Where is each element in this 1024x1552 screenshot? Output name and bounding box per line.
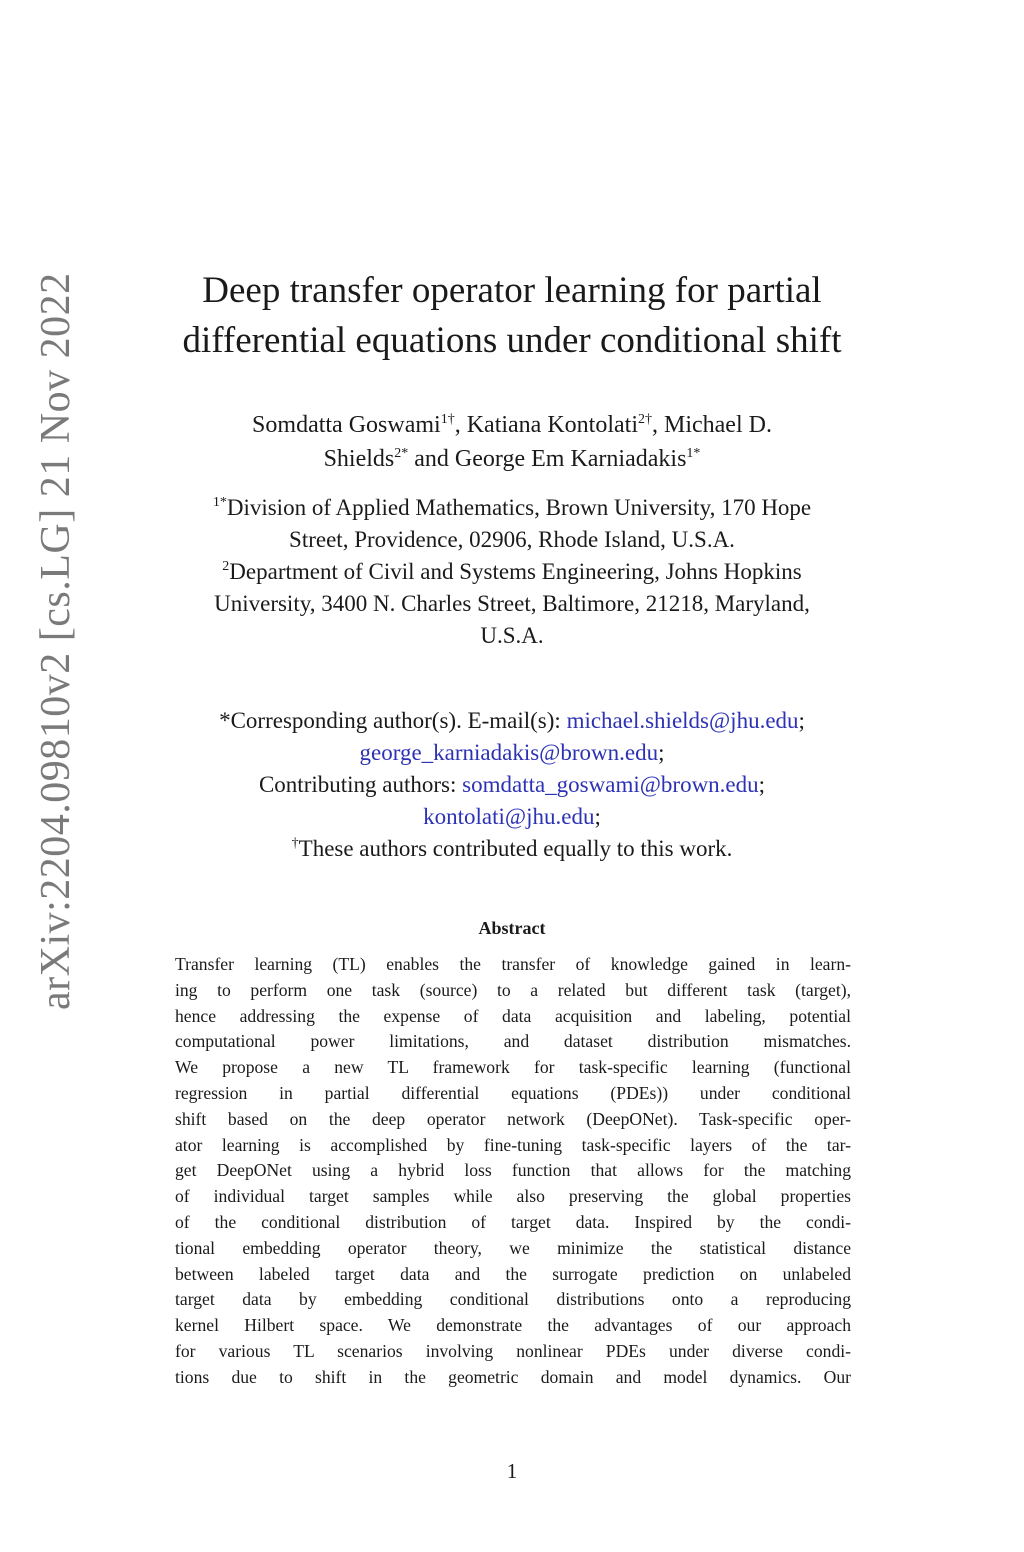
affiliation-1 <box>130 492 894 556</box>
author-karniadakis: George Em Karniadakis <box>454 446 687 472</box>
author-kontolati: , Katiana Kontolati <box>454 412 638 438</box>
title-line-2: differential equations under conditional shift <box>182 320 842 361</box>
affiliation-2-mark: 2 <box>222 559 230 574</box>
abstract-heading: Abstract <box>478 918 546 938</box>
email-link-goswami[interactable]: somdatta_goswami@brown.edu <box>462 772 759 797</box>
abstract-line: get DeepONet using a hybrid loss function that allows for the matching <box>175 1160 851 1181</box>
email-separator: ; <box>758 772 766 797</box>
author-goswami: Somdatta Goswami <box>252 412 441 438</box>
author-shields-part1: , Michael D. <box>651 412 772 438</box>
email-link-karniadakis[interactable]: george_karniadakis@brown.edu <box>359 740 659 765</box>
author-karniadakis-affil-mark: 1* <box>686 446 701 461</box>
abstract-line: We propose a new TL framework for task-specific learning (functional <box>175 1057 851 1078</box>
affiliation-1-line-2: Street, Providence, 02906, Rhode Island, U.S.A. <box>289 527 735 552</box>
affiliation-2 <box>130 556 894 652</box>
contributing-prefix: Contributing authors: <box>258 772 463 797</box>
paper-title <box>120 266 904 366</box>
corresponding-prefix: *Corresponding author(s). E-mail(s): <box>219 708 567 733</box>
equal-contribution-dagger: † <box>291 836 299 851</box>
arxiv-identifier-stamp: arXiv:2204.09810v2 [cs.LG] 21 Nov 2022 <box>33 272 79 1010</box>
abstract-line: hence addressing the expense of data acquisition and labeling, potential <box>175 1005 851 1026</box>
email-separator: ; <box>798 708 805 733</box>
affiliation-1-line-1: Division of Applied Mathematics, Brown University, 170 Hope <box>226 495 812 520</box>
title-line-1: Deep transfer operator learning for partial <box>202 270 822 311</box>
author-goswami-affil-mark: 1† <box>440 412 455 427</box>
author-list <box>140 408 884 476</box>
author-kontolati-affil-mark: 2† <box>637 412 652 427</box>
abstract-line: shift based on the deep operator network (DeepONet). Task-specific oper- <box>175 1108 851 1129</box>
affiliation-1-mark: 1* <box>212 495 227 510</box>
affiliation-2-line-1: Department of Civil and Systems Engineering, Johns Hopkins <box>229 559 802 584</box>
abstract-line: Transfer learning (TL) enables the transfer of knowledge gained in learn- <box>175 954 851 974</box>
page-number: 1 <box>506 1459 518 1483</box>
abstract-body <box>175 952 851 1391</box>
email-separator: ; <box>594 804 601 829</box>
author-and: and <box>408 446 455 472</box>
abstract-line: kernel Hilbert space. We demonstrate the advantages of our approach <box>175 1315 851 1336</box>
abstract-line: target data by embedding conditional distributions onto a reproducing <box>175 1289 851 1310</box>
author-shields-part2: Shields <box>323 446 395 472</box>
affiliation-2-line-3: U.S.A. <box>480 623 544 648</box>
abstract-line: computational power limitations, and dataset distribution mismatches. <box>175 1031 851 1052</box>
equal-contribution-note: These authors contributed equally to this work. <box>298 836 733 861</box>
abstract-line: of the conditional distribution of target data. Inspired by the condi- <box>175 1211 851 1232</box>
affiliation-2-line-2: University, 3400 N. Charles Street, Baltimore, 21218, Maryland, <box>214 591 810 616</box>
abstract-line: tional embedding operator theory, we minimize the statistical distance <box>175 1237 851 1258</box>
abstract-line: ing to perform one task (source) to a related but different task (target), <box>175 979 851 1000</box>
abstract-line: between labeled target data and the surrogate prediction on unlabeled <box>175 1263 851 1284</box>
abstract-line: regression in partial differential equations (PDEs)) under conditional <box>175 1082 851 1103</box>
author-shields-affil-mark: 2* <box>394 446 409 461</box>
abstract-line: tions due to shift in the geometric domain and model dynamics. Our <box>175 1366 851 1387</box>
abstract-line: ator learning is accomplished by fine-tuning task-specific layers of the tar- <box>175 1134 851 1155</box>
abstract-line: for various TL scenarios involving nonlinear PDEs under diverse condi- <box>175 1340 851 1361</box>
email-link-shields[interactable]: michael.shields@jhu.edu <box>566 708 799 733</box>
abstract-line: of individual target samples while also preserving the global properties <box>175 1186 851 1207</box>
email-separator: ; <box>658 740 665 765</box>
correspondence-block <box>120 705 904 865</box>
email-link-kontolati[interactable]: kontolati@jhu.edu <box>423 804 595 829</box>
